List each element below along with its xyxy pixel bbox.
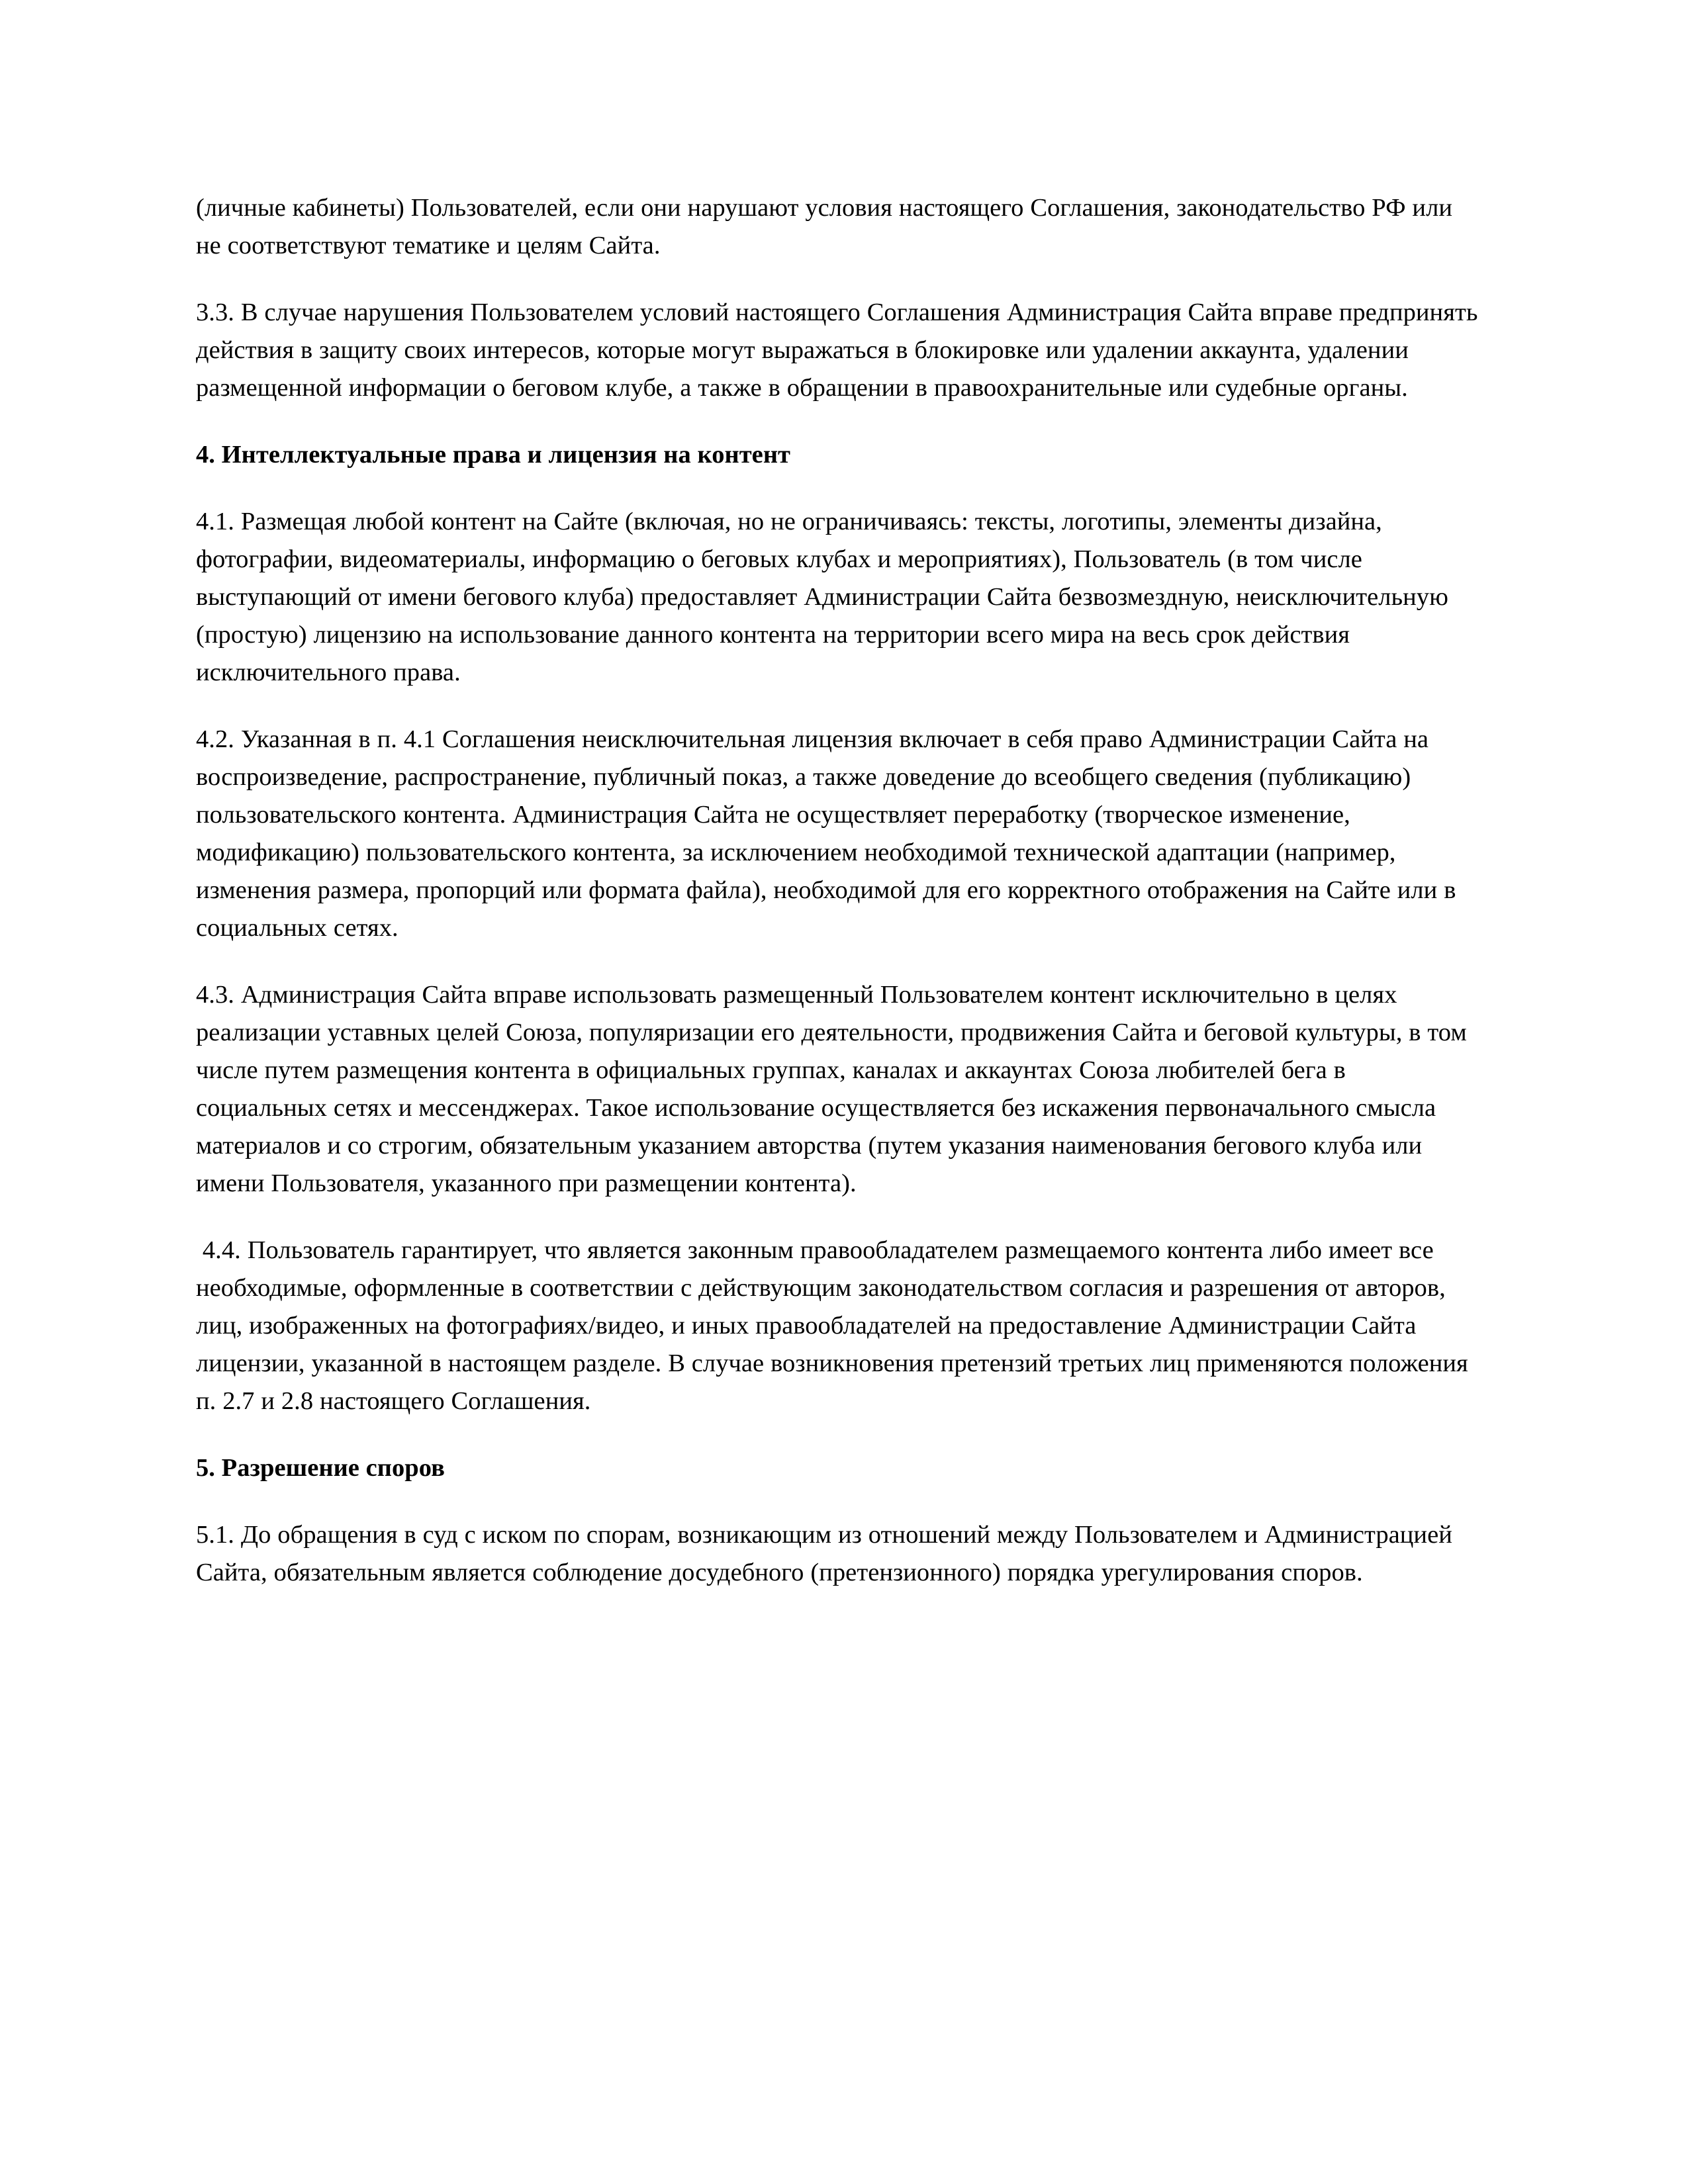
paragraph-3-2-continuation: (личные кабинеты) Пользователей, если они нарушают условия настоящего Соглашения, законодательство РФ или не соответствуют тематике и целям Сайта. (196, 194, 1459, 259)
paragraph-4-3: 4.3. Администрация Сайта вправе использовать размещенный Пользователем контент исключительно в целях реализации уставных целей Союза, популяризации его деятельности, продвижения Сайта и беговой культуры, в том числе путем размещения контента в официальных группах, каналах и аккаунтах Союза любителей бега в социальных сетях и мессенджерах. Такое использование осуществляется без искажения первоначального смысла материалов и со строгим, обязательным указанием авторства (путем указания наименования бегового клуба или имени Пользователя, указанного при размещении контента). (196, 981, 1474, 1197)
paragraph-4-1: 4.1. Размещая любой контент на Сайте (включая, но не ограничиваясь: тексты, логотипы, элементы дизайна, фотографии, видеоматериалы, информацию о беговых клубах и мероприятиях), Пользователь (в том числе выступающий от имени бегового клуба) предоставляет Администрации Сайта безвозмездную, неисключительную (простую) лицензию на использование данного контента на территории всего мира на весь срок действия исключительного права. (196, 508, 1455, 686)
paragraph-4-2: 4.2. Указанная в п. 4.1 Соглашения неисключительная лицензия включает в себя право Администрации Сайта на воспроизведение, распространение, публичный показ, а также доведение до всеобщего сведения (публикацию) пользовательского контента. Администрация Сайта не осуществляет переработку (творческое изменение, модификацию) пользовательского контента, за исключением необходимой технической адаптации (например, изменения размера, пропорций или формата файла), необходимой для его корректного отображения на Сайте или в социальных сетях. (196, 725, 1463, 942)
document-body (196, 189, 1483, 1592)
paragraph-3-3: 3.3. В случае нарушения Пользователем условий настоящего Соглашения Администрация Сайта вправе предпринять действия в защиту своих интересов, которые могут выражаться в блокировке или удалении аккаунта, удалении размещенной информации о беговом клубе, а также в обращении в правоохранительные или судебные органы. (196, 298, 1485, 402)
paragraph-5-1: 5.1. До обращения в суд с иском по спорам, возникающим из отношений между Пользователем и Администрацией Сайта, обязательным является соблюдение досудебного (претензионного) порядка урегулирования споров. (196, 1521, 1459, 1586)
paragraph-4-4: 4.4. Пользователь гарантирует, что является законным правообладателем размещаемого контента либо имеет все необходимые, оформленные в соответствии с действующим законодательством согласия и разрешения от авторов, лиц, изображенных на фотографиях/видео, и иных правообладателей на предоставление Администрации Сайта лицензии, указанной в настоящем разделе. В случае возникновения претензий третьих лиц применяются положения п. 2.7 и 2.8 настоящего Соглашения. (196, 1236, 1475, 1415)
section-heading-4: 4. Интеллектуальные права и лицензия на контент (196, 441, 791, 469)
section-heading-5: 5. Разрешение споров (196, 1454, 445, 1482)
